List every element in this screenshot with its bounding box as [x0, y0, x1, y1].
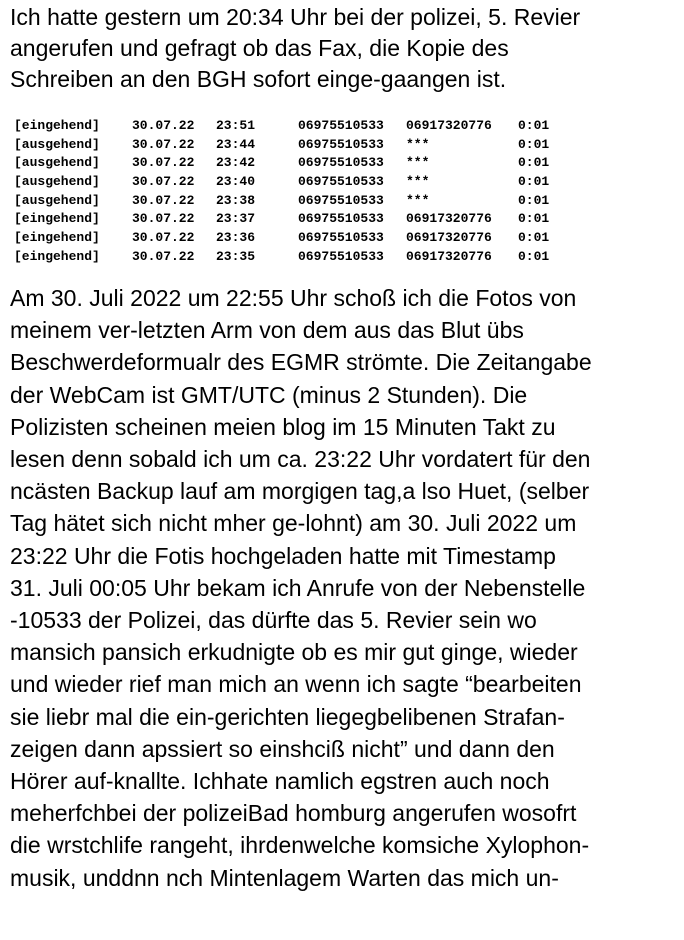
call-from-number: 06975510533 — [298, 155, 384, 171]
call-time: 23:51 — [216, 118, 256, 133]
call-from-number: 06975510533 — [298, 118, 384, 133]
call-date: 30.07.22 — [132, 118, 195, 133]
call-to-number: 06917320776 — [406, 118, 492, 133]
body-line: meinem ver-letzten Arm von dem aus das Blut übs — [10, 317, 524, 344]
call-time: 23:38 — [216, 192, 256, 208]
body-line: zeigen dann apssiert so einshciß nicht” und dann den — [10, 735, 555, 762]
call-duration: 0:01 — [518, 136, 550, 152]
call-duration: 0:01 — [518, 118, 550, 133]
call-duration: 0:01 — [518, 192, 550, 208]
call-to-number: *** — [406, 136, 430, 152]
call-to-number: *** — [406, 192, 430, 208]
call-log-row — [14, 117, 558, 136]
call-time: 23:36 — [216, 230, 256, 246]
call-date: 30.07.22 — [132, 136, 195, 152]
call-direction: [eingehend] — [14, 118, 100, 133]
body-line: meherfchbei der polizeiBad homburg angerufen wosofrt — [10, 800, 577, 827]
body-line: lesen denn sobald ich um ca. 23:22 Uhr vordatert für den — [10, 446, 591, 473]
body-line: Polizisten scheinen meien blog im 15 Minuten Takt zu — [10, 413, 556, 440]
call-direction: [ausgehend] — [14, 192, 100, 208]
intro-line: angerufen und gefragt ob das Fax, die Kopie des — [10, 35, 509, 61]
call-date: 30.07.22 — [132, 211, 195, 227]
body-line: 23:22 Uhr die Fotis hochgeladen hatte mit Timestamp — [10, 542, 556, 569]
call-date: 30.07.22 — [132, 174, 195, 190]
body-line: musik, unddnn nch Mintenlagem Warten das mich un- — [10, 864, 559, 891]
body-line: Tag hätet sich nicht mher ge-lohnt) am 30. Juli 2022 um — [10, 510, 577, 537]
call-duration: 0:01 — [518, 230, 550, 246]
call-log-row — [14, 210, 558, 229]
call-to-number: *** — [406, 155, 430, 171]
body-line: 31. Juli 00:05 Uhr bekam ich Anrufe von der Nebenstelle — [10, 574, 586, 601]
body-line: mansich pansich erkudnigte ob es mir gut ginge, wieder — [10, 639, 578, 666]
call-direction: [eingehend] — [14, 248, 100, 264]
call-duration: 0:01 — [518, 211, 550, 227]
call-log-row — [14, 192, 558, 211]
call-direction: [eingehend] — [14, 230, 100, 246]
call-from-number: 06975510533 — [298, 192, 384, 208]
call-to-number: 06917320776 — [406, 230, 492, 246]
call-date: 30.07.22 — [132, 192, 195, 208]
body-line: die wrstchlife rangeht, ihrdenwelche komsiche Xylophon- — [10, 832, 590, 859]
call-log-row — [14, 136, 558, 155]
body-line: und wieder rief man mich an wenn ich sagte “bearbeiten — [10, 671, 582, 698]
intro-paragraph — [10, 2, 680, 95]
call-time: 23:37 — [216, 211, 256, 227]
call-from-number: 06975510533 — [298, 248, 384, 264]
call-to-number: 06917320776 — [406, 211, 492, 227]
call-direction: [eingehend] — [14, 211, 100, 227]
call-time: 23:42 — [216, 155, 256, 171]
call-date: 30.07.22 — [132, 230, 195, 246]
call-time: 23:40 — [216, 174, 256, 190]
intro-line: Ich hatte gestern um 20:34 Uhr bei der polizei, 5. Revier — [10, 4, 581, 30]
call-date: 30.07.22 — [132, 155, 195, 171]
call-direction: [ausgehend] — [14, 136, 100, 152]
call-time: 23:35 — [216, 248, 256, 264]
body-line: der WebCam ist GMT/UTC (minus 2 Stunden). Die — [10, 381, 528, 408]
call-duration: 0:01 — [518, 174, 550, 190]
body-line: Am 30. Juli 2022 um 22:55 Uhr schoß ich die Fotos von — [10, 285, 577, 311]
call-from-number: 06975510533 — [298, 211, 384, 227]
call-time: 23:44 — [216, 136, 256, 152]
body-line: Hörer auf-knallte. Ichhate namlich egstren auch noch — [10, 768, 550, 795]
intro-line: Schreiben an den BGH sofort einge-gaangen ist. — [10, 66, 507, 92]
body-line: ncästen Backup lauf am morgigen tag,a lso Huet, (selber — [10, 478, 590, 505]
call-log-row — [14, 154, 558, 173]
call-direction: [ausgehend] — [14, 174, 100, 190]
call-log — [14, 117, 558, 267]
call-to-number: 06917320776 — [406, 248, 492, 264]
call-from-number: 06975510533 — [298, 174, 384, 190]
call-log-row — [14, 229, 558, 248]
body-line: Beschwerdeformualr des EGMR strömte. Die Zeitangabe — [10, 349, 592, 376]
call-date: 30.07.22 — [132, 248, 195, 264]
call-log-row — [14, 173, 558, 192]
call-duration: 0:01 — [518, 155, 550, 171]
call-from-number: 06975510533 — [298, 230, 384, 246]
call-duration: 0:01 — [518, 248, 550, 264]
body-line: sie liebr mal die ein-gerichten liegegbelibenen Strafan- — [10, 703, 565, 730]
call-log-row — [14, 248, 558, 267]
body-line: -10533 der Polizei, das dürfte das 5. Revier sein wo — [10, 607, 537, 634]
call-from-number: 06975510533 — [298, 136, 384, 152]
call-direction: [ausgehend] — [14, 155, 100, 171]
body-paragraph — [10, 282, 682, 894]
call-to-number: *** — [406, 174, 430, 190]
